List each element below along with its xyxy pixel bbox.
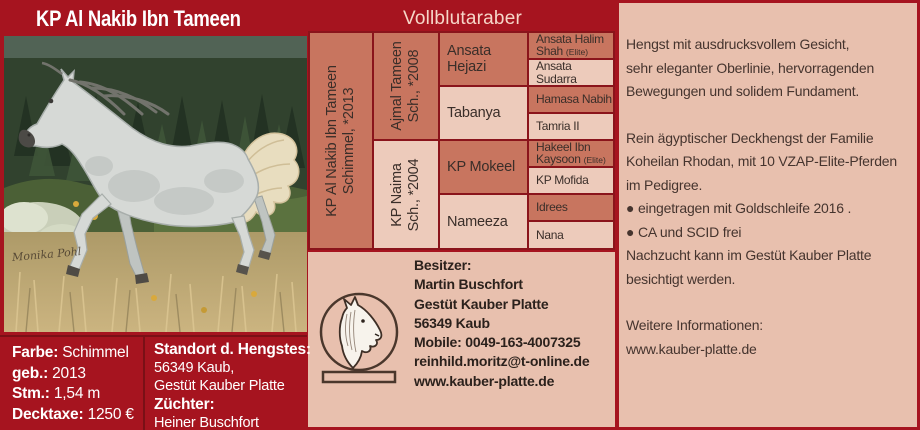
description-line: im Pedigree.	[626, 176, 703, 193]
ancestor-name: Ansata Sudarra	[536, 60, 577, 85]
description-line: Koheilan Rhodan, mit 10 VZAP-Elite-Pferden	[626, 153, 897, 169]
page-title: KP Al Nakib Ibn Tameen	[36, 6, 241, 31]
description-panel	[619, 3, 917, 427]
pedigree-cell	[529, 222, 613, 248]
fact-row	[12, 364, 134, 385]
fact-value: 1,54 m	[53, 385, 101, 402]
elite-badge: (Elite)	[583, 155, 606, 165]
subject-name: KP Al Nakib Ibn Tameen	[324, 64, 340, 217]
ancestor-name: Nana	[536, 227, 564, 242]
description-line: Rein ägyptischer Deckhengst der Familie	[626, 129, 874, 146]
owner-name: Martin Buschfort	[414, 276, 523, 293]
horse-photo-illustration	[4, 36, 307, 332]
subject-detail: Schimmel, *2013	[341, 87, 357, 194]
ancestor-name: Ansata Hejazi	[447, 43, 491, 75]
ancestor-name: Tabanya	[447, 105, 501, 121]
fact-row	[12, 405, 134, 426]
pedigree-cell	[529, 141, 613, 166]
pedigree-cell	[529, 195, 613, 220]
fact-value: 1250 €	[87, 405, 134, 423]
pedigree-table	[308, 31, 615, 250]
ancestor-name: Nameeza	[447, 213, 508, 230]
pedigree-subject-cell	[310, 33, 372, 248]
fact-label: Farbe:	[12, 344, 59, 361]
stallion-facts	[12, 343, 134, 425]
horizontal-divider	[0, 335, 307, 337]
ancestor-name: KP Mokeel	[447, 159, 516, 175]
description-line: Hengst mit ausdrucksvollem Gesicht,	[626, 36, 850, 52]
fact-label: geb.:	[12, 364, 49, 382]
fact-row	[12, 384, 134, 405]
dam-detail: Sch., *2004	[406, 158, 422, 231]
pedigree-cell	[529, 87, 613, 112]
more-info-label: Weitere Informationen:	[626, 317, 763, 333]
location-line: 56349 Kaub,	[154, 360, 235, 377]
location-title: Standort d. Hengstes:	[154, 341, 311, 358]
description-bullet: ● eingetragen mit Goldschleife 2016 .	[626, 200, 852, 216]
description-text	[626, 33, 913, 384]
description-paragraph	[626, 33, 913, 104]
description-line: Bewegungen und solidem Fundament.	[626, 83, 860, 99]
stallion-location	[154, 341, 311, 430]
elite-badge: (Elite)	[565, 47, 589, 57]
ancestor-name: Idrees	[536, 200, 568, 215]
fact-label: Decktaxe:	[12, 405, 84, 423]
pedigree-cell	[529, 114, 613, 139]
website-text: www.kauber-platte.de	[626, 340, 757, 357]
owner-mobile: Mobile: 0049-163-4007325	[414, 334, 581, 351]
fact-value: 2013	[52, 364, 86, 382]
pedigree-cell	[529, 60, 613, 85]
description-line: besichtigt werden.	[626, 270, 736, 287]
description-line: Nachzucht kann im Gestüt Kauber Platte	[626, 247, 872, 263]
description-paragraph	[626, 314, 913, 361]
owner-email: reinhild.moritz@t-online.de	[414, 353, 590, 370]
description-paragraph	[626, 127, 913, 292]
owner-panel	[308, 252, 615, 427]
pedigree-dam-cell	[374, 141, 438, 248]
photographer-signature: Monika Pohl	[11, 245, 82, 264]
ancestor-name: Ansata Halim Shah (Elite)	[536, 33, 604, 58]
vertical-divider	[143, 337, 145, 430]
dam-name: KP Naima	[389, 162, 405, 227]
stallion-photo	[4, 36, 307, 332]
ancestor-name: Tamria II	[536, 119, 580, 134]
description-bullet: ● CA und SCID frei	[626, 223, 742, 240]
owner-stud: Gestüt Kauber Platte	[414, 295, 549, 312]
fact-row	[12, 343, 134, 364]
owner-city: 56349 Kaub	[414, 314, 490, 331]
pedigree-cell	[440, 141, 527, 193]
fact-value: Schimmel	[62, 344, 129, 361]
sire-name: Ajmal Tameen	[389, 41, 405, 131]
fact-label: Stm.:	[12, 385, 50, 402]
breeder-name: Heiner Buschfort	[154, 414, 259, 430]
pedigree-cell	[440, 87, 527, 139]
pedigree-cell	[440, 33, 527, 85]
ancestor-name: Hamasa Nabih	[536, 92, 612, 107]
stud-logo-horse-head-icon	[317, 288, 401, 388]
pedigree-sire-cell	[374, 33, 438, 139]
ancestor-name: KP Mofida	[536, 173, 589, 188]
pedigree-cell	[529, 33, 613, 58]
ancestor-name: Hakeel Ibn Kaysoon (Elite)	[536, 141, 606, 166]
pedigree-cell	[529, 168, 613, 193]
sire-detail: Sch., *2008	[406, 49, 422, 123]
description-line: sehr eleganter Oberlinie, hervorragenden	[626, 59, 875, 76]
location-line: Gestüt Kauber Platte	[154, 378, 285, 395]
breed-label: Vollblutaraber	[403, 8, 522, 29]
owner-label: Besitzer:	[414, 257, 472, 273]
owner-website: www.kauber-platte.de	[414, 372, 555, 389]
breeder-label: Züchter:	[154, 395, 215, 413]
owner-contact-block	[414, 256, 589, 391]
pedigree-cell	[440, 195, 527, 248]
